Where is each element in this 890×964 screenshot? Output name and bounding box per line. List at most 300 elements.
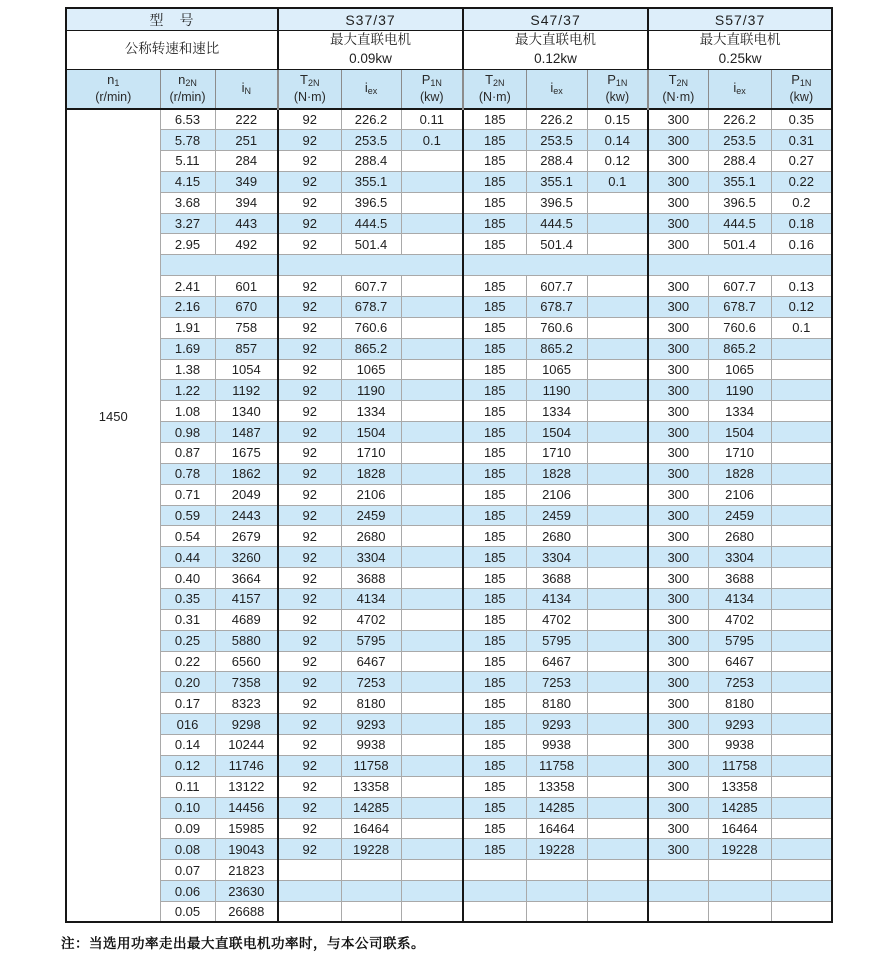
cell-iex-s57: 2459 — [708, 505, 771, 526]
cell-iex-s47: 13358 — [526, 776, 587, 797]
column-subscript: ex — [367, 86, 378, 97]
cell-p1n-s47 — [587, 589, 648, 610]
cell-iex-s47: 1710 — [526, 443, 587, 464]
column-header-n1 — [66, 69, 160, 109]
column-symbol: n — [107, 72, 115, 88]
data-row — [66, 422, 832, 443]
cell-in: 23630 — [215, 881, 278, 902]
cell-p1n-s37 — [401, 901, 463, 922]
cell-p1n-s47 — [587, 463, 648, 484]
cell-n2n: 4.15 — [160, 171, 215, 192]
cell-t2n-s47: 185 — [463, 568, 526, 589]
cell-iex-s57: 1828 — [708, 463, 771, 484]
cell-p1n-s47 — [587, 213, 648, 234]
cell-in: 10244 — [215, 735, 278, 756]
cell-t2n-s47: 185 — [463, 338, 526, 359]
cell-in: 670 — [215, 297, 278, 318]
cell-iex-s57: 16464 — [708, 818, 771, 839]
cell-p1n-s47 — [587, 672, 648, 693]
cell-p1n-s47 — [587, 693, 648, 714]
column-header-iex-s57 — [708, 69, 771, 109]
cell-p1n-s57: 0.22 — [771, 171, 832, 192]
cell-p1n-s57 — [771, 589, 832, 610]
cell-n2n: 0.09 — [160, 818, 215, 839]
data-row — [66, 359, 832, 380]
cell-in: 19043 — [215, 839, 278, 860]
cell-iex-s47: 6467 — [526, 651, 587, 672]
cell-p1n-s57 — [771, 547, 832, 568]
cell-p1n-s57 — [771, 359, 832, 380]
cell-iex-s37: 760.6 — [341, 317, 401, 338]
cell-n2n: 1.38 — [160, 359, 215, 380]
cell-iex-s47: 5795 — [526, 630, 587, 651]
cell-p1n-s57 — [771, 380, 832, 401]
cell-t2n-s57: 300 — [648, 609, 708, 630]
cell-iex-s37: 3304 — [341, 547, 401, 568]
cell-iex-s57: 607.7 — [708, 276, 771, 297]
cell-in: 13122 — [215, 776, 278, 797]
cell-t2n-s37 — [278, 881, 341, 902]
model-s57-cell: S57/37 — [648, 8, 832, 31]
cell-in: 1340 — [215, 401, 278, 422]
spacer-cell — [278, 255, 463, 276]
cell-iex-s47: 16464 — [526, 818, 587, 839]
cell-t2n-s57: 300 — [648, 735, 708, 756]
cell-t2n-s37: 92 — [278, 547, 341, 568]
cell-t2n-s47: 185 — [463, 171, 526, 192]
model-label-cell: 型 号 — [66, 8, 278, 31]
cell-t2n-s57: 300 — [648, 130, 708, 151]
cell-iex-s57: 1504 — [708, 422, 771, 443]
cell-n2n: 2.95 — [160, 234, 215, 255]
data-row — [66, 797, 832, 818]
cell-iex-s37: 865.2 — [341, 338, 401, 359]
cell-t2n-s37: 92 — [278, 672, 341, 693]
cell-n2n: 0.14 — [160, 735, 215, 756]
cell-iex-s57: 396.5 — [708, 192, 771, 213]
cell-iex-s47 — [526, 860, 587, 881]
cell-t2n-s57: 300 — [648, 359, 708, 380]
cell-n2n: 0.40 — [160, 568, 215, 589]
cell-t2n-s57: 300 — [648, 693, 708, 714]
cell-t2n-s47: 185 — [463, 651, 526, 672]
cell-t2n-s47: 185 — [463, 276, 526, 297]
data-row — [66, 630, 832, 651]
cell-p1n-s37 — [401, 463, 463, 484]
cell-p1n-s57 — [771, 693, 832, 714]
cell-t2n-s57: 300 — [648, 213, 708, 234]
cell-t2n-s37: 92 — [278, 109, 341, 130]
cell-iex-s37: 4134 — [341, 589, 401, 610]
cell-p1n-s47 — [587, 735, 648, 756]
cell-t2n-s47: 185 — [463, 526, 526, 547]
cell-n2n: 0.87 — [160, 443, 215, 464]
cell-t2n-s47: 185 — [463, 359, 526, 380]
cell-t2n-s37: 92 — [278, 317, 341, 338]
cell-iex-s37 — [341, 881, 401, 902]
cell-iex-s47: 607.7 — [526, 276, 587, 297]
cell-p1n-s57: 0.18 — [771, 213, 832, 234]
cell-t2n-s57: 300 — [648, 338, 708, 359]
cell-n2n: 5.78 — [160, 130, 215, 151]
cell-in: 492 — [215, 234, 278, 255]
cell-iex-s57: 8180 — [708, 693, 771, 714]
cell-n2n: 0.35 — [160, 589, 215, 610]
cell-iex-s37: 1190 — [341, 380, 401, 401]
cell-iex-s47: 501.4 — [526, 234, 587, 255]
cell-t2n-s47: 185 — [463, 192, 526, 213]
cell-p1n-s37 — [401, 484, 463, 505]
column-subscript: 1N — [799, 78, 812, 89]
cell-t2n-s47: 185 — [463, 630, 526, 651]
cell-t2n-s47: 185 — [463, 151, 526, 172]
column-subscript: N — [244, 86, 251, 97]
cell-t2n-s57 — [648, 881, 708, 902]
data-row — [66, 735, 832, 756]
cell-p1n-s37 — [401, 401, 463, 422]
cell-iex-s37: 1334 — [341, 401, 401, 422]
cell-in: 14456 — [215, 797, 278, 818]
motor-label: 最大直联电机 — [515, 32, 597, 47]
cell-iex-s37: 2106 — [341, 484, 401, 505]
cell-in: 3664 — [215, 568, 278, 589]
column-symbol: i — [550, 80, 554, 96]
model-s37-cell: S37/37 — [278, 8, 463, 31]
cell-iex-s47: 396.5 — [526, 192, 587, 213]
cell-n2n: 016 — [160, 714, 215, 735]
cell-t2n-s47: 185 — [463, 109, 526, 130]
column-unit: (r/min) — [95, 90, 132, 105]
cell-t2n-s57: 300 — [648, 651, 708, 672]
cell-p1n-s47 — [587, 526, 648, 547]
cell-t2n-s57: 300 — [648, 276, 708, 297]
cell-n2n: 0.54 — [160, 526, 215, 547]
cell-t2n-s47: 185 — [463, 735, 526, 756]
cell-t2n-s47: 185 — [463, 401, 526, 422]
cell-p1n-s37 — [401, 839, 463, 860]
column-subscript: ex — [553, 86, 563, 97]
cell-p1n-s57: 0.35 — [771, 109, 832, 130]
data-row — [66, 776, 832, 797]
cell-p1n-s37 — [401, 755, 463, 776]
cell-t2n-s57: 300 — [648, 589, 708, 610]
cell-t2n-s47: 185 — [463, 484, 526, 505]
cell-p1n-s47 — [587, 297, 648, 318]
column-unit: (N·m) — [293, 90, 326, 105]
cell-p1n-s57 — [771, 735, 832, 756]
cell-p1n-s47: 0.15 — [587, 109, 648, 130]
cell-n2n: 3.27 — [160, 213, 215, 234]
cell-t2n-s57 — [648, 901, 708, 922]
speed-ratio-label-cell: 公称转速和速比 — [66, 31, 278, 70]
cell-iex-s37: 4702 — [341, 609, 401, 630]
cell-in: 4157 — [215, 589, 278, 610]
spacer-cell — [160, 255, 278, 276]
cell-iex-s37: 9293 — [341, 714, 401, 735]
column-header-t2n-s57 — [648, 69, 708, 109]
motor-s47-cell — [463, 31, 648, 70]
motor-label: 最大直联电机 — [330, 32, 412, 47]
cell-n2n: 0.06 — [160, 881, 215, 902]
cell-in: 251 — [215, 130, 278, 151]
cell-in: 1675 — [215, 443, 278, 464]
column-subscript: 1N — [615, 78, 628, 89]
cell-p1n-s37 — [401, 192, 463, 213]
cell-t2n-s47: 185 — [463, 213, 526, 234]
cell-in: 4689 — [215, 609, 278, 630]
cell-t2n-s57: 300 — [648, 317, 708, 338]
cell-p1n-s47 — [587, 276, 648, 297]
cell-p1n-s47 — [587, 651, 648, 672]
cell-p1n-s57: 0.2 — [771, 192, 832, 213]
cell-p1n-s47 — [587, 839, 648, 860]
cell-n2n: 0.71 — [160, 484, 215, 505]
cell-iex-s57 — [708, 860, 771, 881]
cell-n2n: 0.12 — [160, 755, 215, 776]
cell-p1n-s47 — [587, 547, 648, 568]
cell-p1n-s37 — [401, 171, 463, 192]
cell-in: 6560 — [215, 651, 278, 672]
cell-t2n-s57: 300 — [648, 380, 708, 401]
cell-p1n-s37 — [401, 443, 463, 464]
cell-t2n-s47: 185 — [463, 818, 526, 839]
motor-label: 最大直联电机 — [699, 32, 781, 47]
cell-p1n-s57: 0.16 — [771, 234, 832, 255]
cell-t2n-s37: 92 — [278, 130, 341, 151]
cell-iex-s37: 1504 — [341, 422, 401, 443]
cell-in: 222 — [215, 109, 278, 130]
cell-t2n-s57: 300 — [648, 526, 708, 547]
cell-in: 26688 — [215, 901, 278, 922]
cell-t2n-s37: 92 — [278, 443, 341, 464]
cell-p1n-s47 — [587, 484, 648, 505]
cell-n2n: 0.44 — [160, 547, 215, 568]
spacer-row — [66, 255, 832, 276]
cell-p1n-s57 — [771, 714, 832, 735]
data-row — [66, 484, 832, 505]
cell-p1n-s47 — [587, 192, 648, 213]
column-symbol: n — [178, 72, 186, 88]
cell-iex-s37: 607.7 — [341, 276, 401, 297]
cell-iex-s37: 6467 — [341, 651, 401, 672]
cell-t2n-s57: 300 — [648, 151, 708, 172]
column-symbol: T — [485, 72, 494, 88]
cell-p1n-s57: 0.1 — [771, 317, 832, 338]
cell-iex-s37: 9938 — [341, 735, 401, 756]
cell-t2n-s37: 92 — [278, 714, 341, 735]
cell-t2n-s37: 92 — [278, 630, 341, 651]
cell-iex-s57: 1065 — [708, 359, 771, 380]
column-header-p1n-s47 — [587, 69, 648, 109]
model-s47-cell: S47/37 — [463, 8, 648, 31]
cell-n2n: 0.11 — [160, 776, 215, 797]
cell-p1n-s47: 0.12 — [587, 151, 648, 172]
cell-iex-s47: 7253 — [526, 672, 587, 693]
cell-p1n-s37 — [401, 630, 463, 651]
cell-p1n-s47 — [587, 901, 648, 922]
cell-p1n-s37 — [401, 317, 463, 338]
cell-p1n-s37 — [401, 422, 463, 443]
cell-iex-s57: 4134 — [708, 589, 771, 610]
data-row — [66, 693, 832, 714]
cell-p1n-s37 — [401, 213, 463, 234]
cell-iex-s37 — [341, 860, 401, 881]
cell-t2n-s37: 92 — [278, 755, 341, 776]
cell-in: 21823 — [215, 860, 278, 881]
cell-in: 1054 — [215, 359, 278, 380]
cell-p1n-s37 — [401, 505, 463, 526]
spacer-cell — [648, 255, 832, 276]
cell-iex-s37: 444.5 — [341, 213, 401, 234]
column-symbol: i — [241, 80, 245, 96]
cell-iex-s47 — [526, 881, 587, 902]
cell-t2n-s37: 92 — [278, 171, 341, 192]
cell-iex-s47: 14285 — [526, 797, 587, 818]
motor-s57-cell — [648, 31, 832, 70]
cell-t2n-s47: 185 — [463, 463, 526, 484]
cell-p1n-s57 — [771, 755, 832, 776]
cell-iex-s37: 678.7 — [341, 297, 401, 318]
cell-p1n-s37: 0.1 — [401, 130, 463, 151]
cell-n2n: 0.98 — [160, 422, 215, 443]
cell-in: 2443 — [215, 505, 278, 526]
column-subscript: 2N — [308, 78, 320, 89]
cell-t2n-s47: 185 — [463, 547, 526, 568]
cell-p1n-s57 — [771, 839, 832, 860]
cell-t2n-s37 — [278, 901, 341, 922]
cell-t2n-s47: 185 — [463, 589, 526, 610]
data-row — [66, 109, 832, 130]
cell-p1n-s57 — [771, 651, 832, 672]
cell-iex-s47: 3688 — [526, 568, 587, 589]
cell-iex-s47: 865.2 — [526, 338, 587, 359]
cell-t2n-s37: 92 — [278, 151, 341, 172]
cell-iex-s57: 760.6 — [708, 317, 771, 338]
cell-t2n-s47 — [463, 860, 526, 881]
motor-power: 0.25kw — [718, 50, 762, 66]
cell-iex-s47: 226.2 — [526, 109, 587, 130]
cell-p1n-s47 — [587, 317, 648, 338]
cell-t2n-s37: 92 — [278, 839, 341, 860]
column-header-iex-s37 — [341, 69, 401, 109]
cell-iex-s37: 5795 — [341, 630, 401, 651]
data-row — [66, 297, 832, 318]
cell-iex-s57: 9293 — [708, 714, 771, 735]
cell-p1n-s47 — [587, 380, 648, 401]
cell-t2n-s57: 300 — [648, 484, 708, 505]
cell-n2n: 1.08 — [160, 401, 215, 422]
cell-p1n-s47 — [587, 755, 648, 776]
cell-p1n-s37 — [401, 860, 463, 881]
cell-p1n-s57 — [771, 609, 832, 630]
cell-n2n: 2.41 — [160, 276, 215, 297]
data-row — [66, 901, 832, 922]
cell-t2n-s57: 300 — [648, 568, 708, 589]
column-unit: (r/min) — [169, 90, 206, 105]
cell-n2n: 0.59 — [160, 505, 215, 526]
cell-iex-s47: 2106 — [526, 484, 587, 505]
cell-iex-s47: 1190 — [526, 380, 587, 401]
cell-iex-s57: 1710 — [708, 443, 771, 464]
cell-t2n-s37: 92 — [278, 484, 341, 505]
data-row — [66, 609, 832, 630]
cell-iex-s37: 3688 — [341, 568, 401, 589]
cell-p1n-s37 — [401, 276, 463, 297]
cell-t2n-s37: 92 — [278, 568, 341, 589]
cell-t2n-s57: 300 — [648, 818, 708, 839]
spacer-cell — [463, 255, 648, 276]
cell-t2n-s47: 185 — [463, 422, 526, 443]
cell-n2n: 1.22 — [160, 380, 215, 401]
cell-iex-s47: 9293 — [526, 714, 587, 735]
cell-t2n-s37: 92 — [278, 359, 341, 380]
cell-iex-s57: 444.5 — [708, 213, 771, 234]
cell-t2n-s37: 92 — [278, 401, 341, 422]
cell-iex-s47: 9938 — [526, 735, 587, 756]
cell-t2n-s37: 92 — [278, 192, 341, 213]
cell-p1n-s57 — [771, 672, 832, 693]
cell-t2n-s47: 185 — [463, 755, 526, 776]
motor-power: 0.09kw — [349, 50, 392, 66]
data-row — [66, 380, 832, 401]
data-row — [66, 547, 832, 568]
cell-in: 9298 — [215, 714, 278, 735]
cell-t2n-s47: 185 — [463, 672, 526, 693]
cell-iex-s47: 2459 — [526, 505, 587, 526]
data-row — [66, 151, 832, 172]
cell-iex-s47: 288.4 — [526, 151, 587, 172]
cell-iex-s37: 8180 — [341, 693, 401, 714]
cell-n2n: 0.22 — [160, 651, 215, 672]
cell-in: 349 — [215, 171, 278, 192]
data-row — [66, 672, 832, 693]
cell-t2n-s57: 300 — [648, 839, 708, 860]
cell-p1n-s37 — [401, 359, 463, 380]
cell-p1n-s47 — [587, 422, 648, 443]
cell-iex-s47: 11758 — [526, 755, 587, 776]
cell-iex-s37: 501.4 — [341, 234, 401, 255]
cell-t2n-s57: 300 — [648, 672, 708, 693]
cell-n2n: 0.31 — [160, 609, 215, 630]
cell-iex-s57 — [708, 881, 771, 902]
cell-iex-s47: 19228 — [526, 839, 587, 860]
cell-in: 3260 — [215, 547, 278, 568]
gearmotor-spec-table — [65, 7, 833, 923]
cell-p1n-s37 — [401, 693, 463, 714]
cell-p1n-s47 — [587, 776, 648, 797]
cell-iex-s47: 760.6 — [526, 317, 587, 338]
cell-iex-s57: 2106 — [708, 484, 771, 505]
cell-p1n-s57 — [771, 505, 832, 526]
cell-iex-s37: 1710 — [341, 443, 401, 464]
cell-p1n-s37 — [401, 797, 463, 818]
cell-n2n: 0.20 — [160, 672, 215, 693]
cell-iex-s37: 355.1 — [341, 171, 401, 192]
cell-in: 601 — [215, 276, 278, 297]
cell-iex-s47: 4134 — [526, 589, 587, 610]
cell-iex-s37: 14285 — [341, 797, 401, 818]
cell-iex-s47: 8180 — [526, 693, 587, 714]
cell-t2n-s37: 92 — [278, 338, 341, 359]
data-row — [66, 130, 832, 151]
column-subscript: 2N — [493, 78, 505, 89]
cell-iex-s47: 678.7 — [526, 297, 587, 318]
column-subscript: 1 — [114, 78, 120, 89]
cell-iex-s37: 288.4 — [341, 151, 401, 172]
cell-in: 758 — [215, 317, 278, 338]
cell-n2n: 1.69 — [160, 338, 215, 359]
cell-in: 443 — [215, 213, 278, 234]
